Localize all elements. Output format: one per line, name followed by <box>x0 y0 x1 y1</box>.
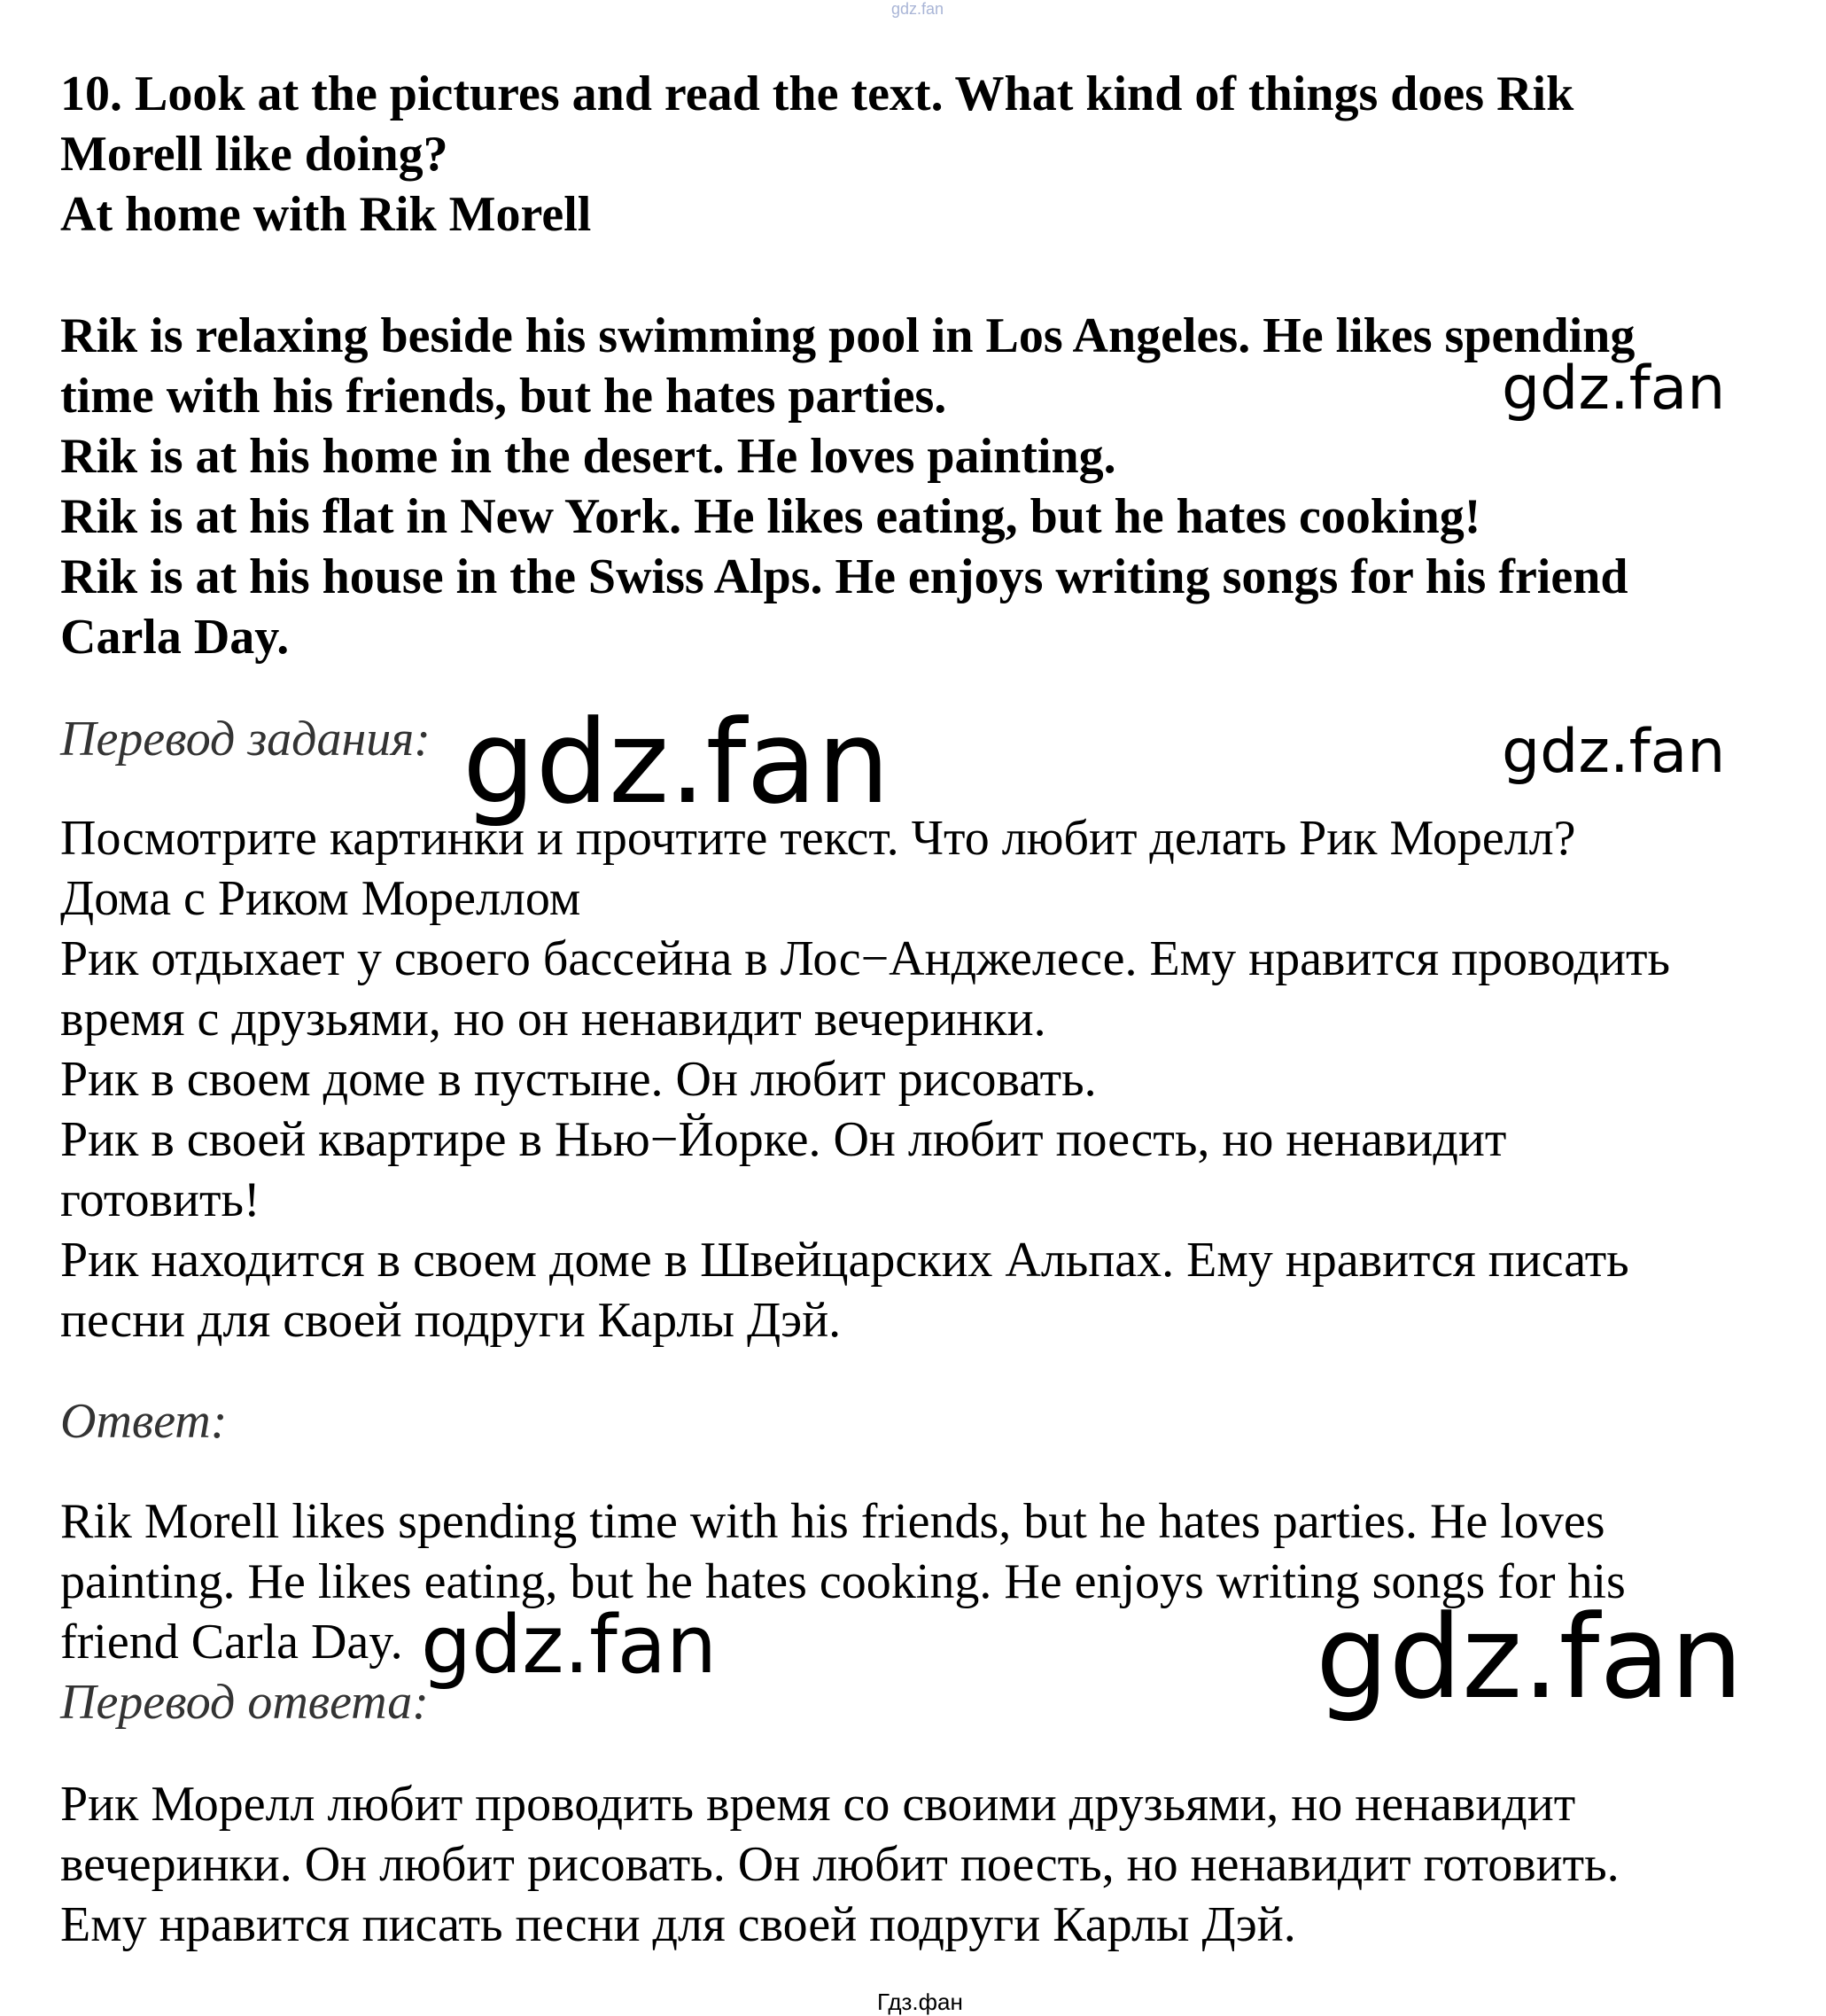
task-text-line: Rik is at his house in the Swiss Alps. He enjoys writing songs for his friend <box>60 549 1628 604</box>
answer-translation-line: Рик Морелл любит проводить время со своими друзьями, но ненавидит <box>60 1777 1576 1832</box>
watermark: gdz.fan <box>462 695 890 829</box>
translation-task-line: песни для своей подруги Карлы Дэй. <box>60 1293 842 1348</box>
translation-task-line: готовить! <box>60 1172 260 1227</box>
task-text-line: time with his friends, but he hates parties. <box>60 369 947 424</box>
watermark: gdz.fan <box>1316 1590 1744 1724</box>
task-title-line-2: Morell like doing? <box>60 127 448 182</box>
translation-task-line: Посмотрите картинки и прочтите текст. Что любит делать Рик Морелл? <box>60 811 1576 866</box>
watermark: gdz.fan <box>421 1599 717 1692</box>
translation-task-line: Рик находится в своем доме в Швейцарских Альпах. Ему нравится писать <box>60 1233 1629 1288</box>
answer-heading: Ответ: <box>60 1394 228 1449</box>
top-watermark: gdz.fan <box>891 0 944 18</box>
answer-line: painting. He likes eating, but he hates cooking. He enjoys writing songs for his <box>60 1554 1626 1609</box>
task-text-line: Carla Day. <box>60 610 290 665</box>
translation-task-line: Дома с Риком Мореллом <box>60 871 581 926</box>
answer-line: friend Carla Day. <box>60 1615 403 1670</box>
task-text-line: Rik is relaxing beside his swimming pool in Los Angeles. He likes spending <box>60 308 1636 363</box>
answer-translation-line: вечеринки. Он любит рисовать. Он любит поесть, но ненавидит готовить. <box>60 1837 1620 1892</box>
answer-translation-heading: Перевод ответа: <box>60 1675 429 1730</box>
answer-line: Rik Morell likes spending time with his friends, but he hates parties. He loves <box>60 1494 1605 1549</box>
translation-task-line: Рик в своем доме в пустыне. Он любит рисовать. <box>60 1052 1097 1107</box>
task-title-line-1: 10. Look at the pictures and read the text. What kind of things does Rik <box>60 66 1574 121</box>
translation-task-line: Рик отдыхает у своего бассейна в Лос−Анджелесе. Ему нравится проводить <box>60 931 1670 986</box>
task-text-line: Rik is at his home in the desert. He loves painting. <box>60 429 1116 484</box>
task-subtitle: At home with Rik Morell <box>60 187 592 242</box>
watermark: gdz.fan <box>1502 717 1726 787</box>
translation-task-line: время с друзьями, но он ненавидит вечеринки. <box>60 992 1046 1047</box>
task-text-line: Rik is at his flat in New York. He likes eating, but he hates cooking! <box>60 489 1481 544</box>
translation-task-line: Рик в своей квартире в Нью−Йорке. Он любит поесть, но ненавидит <box>60 1112 1507 1167</box>
footer-watermark: Гдз.фан <box>877 1989 963 2015</box>
watermark: gdz.fan <box>1502 354 1726 424</box>
translation-task-heading: Перевод задания: <box>60 712 431 767</box>
answer-translation-line: Ему нравится писать песни для своей подруги Карлы Дэй. <box>60 1897 1296 1952</box>
